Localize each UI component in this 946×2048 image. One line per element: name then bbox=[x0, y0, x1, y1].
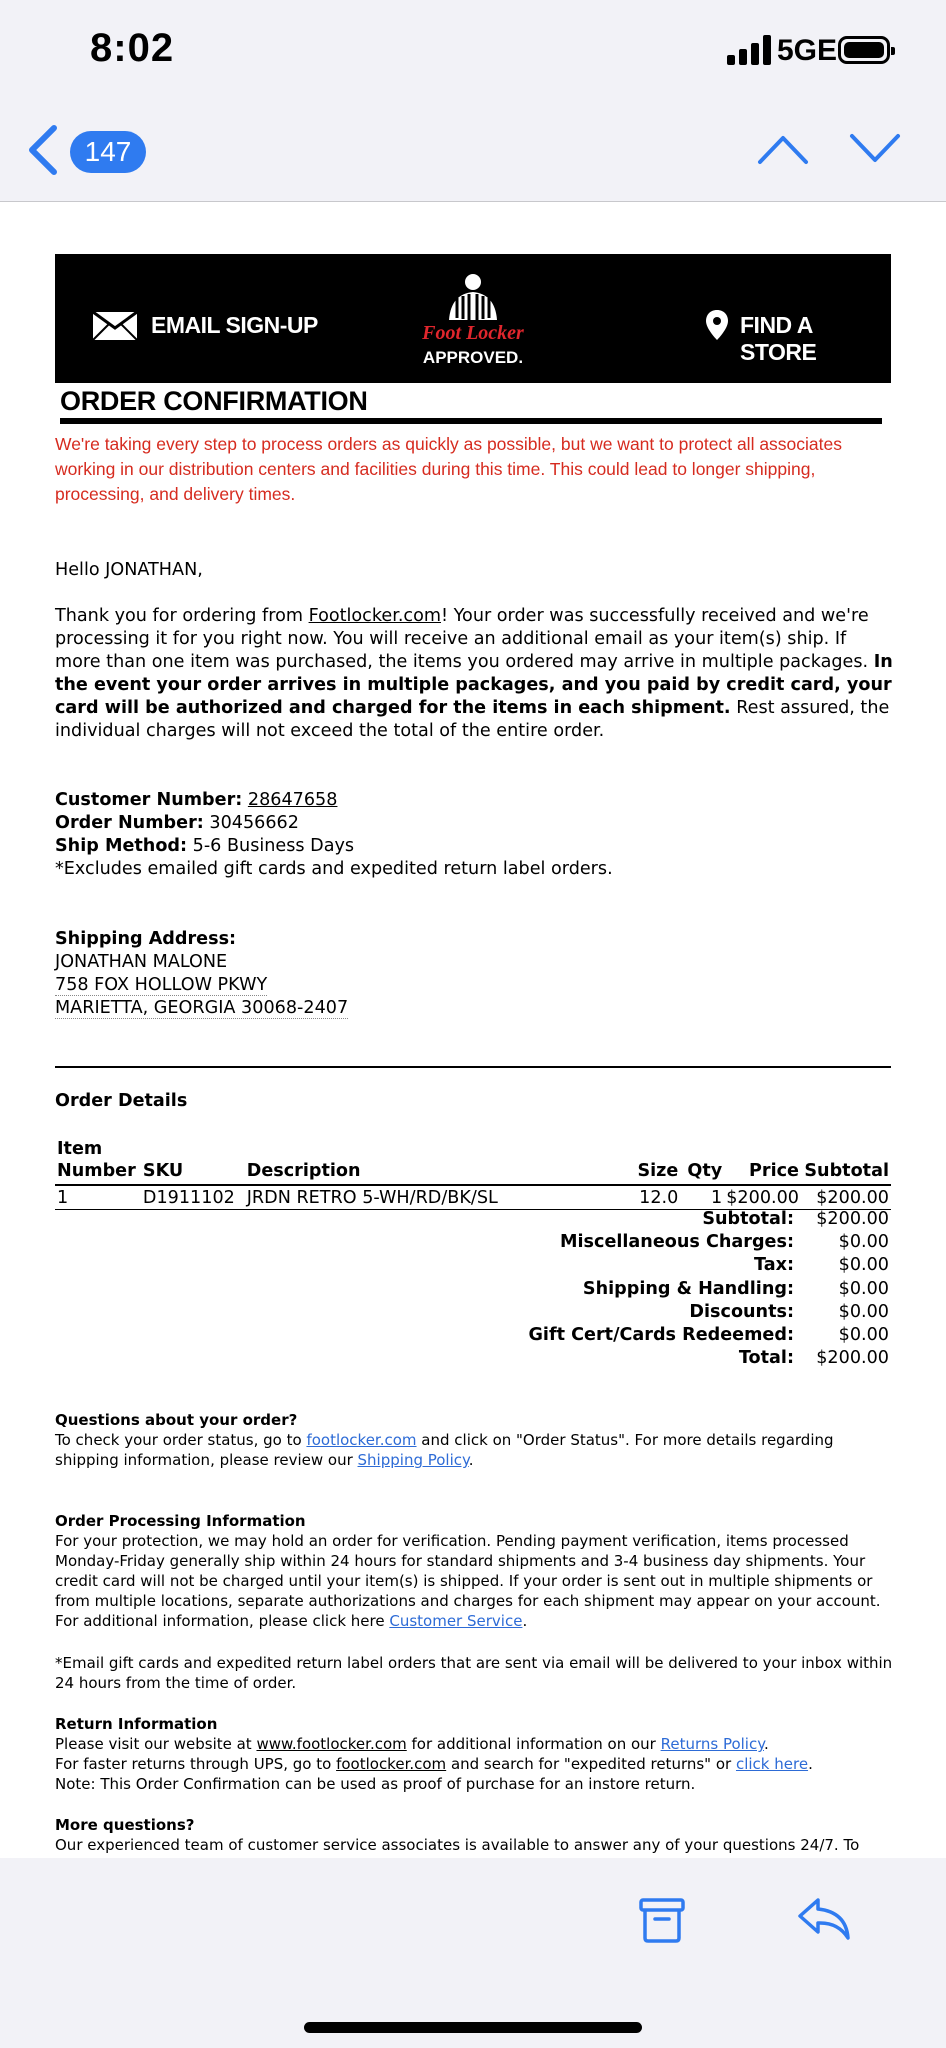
instore-return-note: Note: This Order Confirmation can be used as proof of purchase for an instore return. bbox=[55, 1775, 696, 1793]
section-divider bbox=[55, 1066, 891, 1068]
order-totals bbox=[55, 1208, 891, 1370]
location-pin-icon[interactable] bbox=[705, 309, 729, 341]
item-subtotal: $200.00 bbox=[816, 1188, 889, 1208]
questions-text: and click on "Order Status". For more details regarding shipping information, please review our bbox=[55, 1431, 834, 1469]
processing-section: Order Processing Information For your protection, we may hold an order for verification. Pending payment verification, items processed Monday-Friday generally ship within 24 hours for standard shipments and 3-4 business day shipments. Your credit card will not be charged until your item(s) is shipped. If your order is sent out in multiple shipments or from multiple locations, separate authorizations and charges for each shipment may appear on your account. For additional information, please click here Customer Service. bbox=[55, 1512, 881, 1630]
email-signup-link[interactable]: EMAIL SIGN-UP bbox=[151, 312, 318, 338]
questions-title: Questions about your order? bbox=[55, 1411, 298, 1429]
back-chevron-icon[interactable] bbox=[24, 122, 64, 178]
processing-title: Order Processing Information bbox=[55, 1512, 306, 1530]
more-questions-title: More questions? bbox=[55, 1816, 195, 1834]
network-type: 5GE bbox=[777, 34, 838, 67]
cellular-signal-icon bbox=[727, 35, 771, 65]
email-body[interactable] bbox=[0, 202, 946, 1858]
item-description: JRDN RETRO 5-WH/RD/BK/SL bbox=[246, 1188, 498, 1208]
item-qty: 1 bbox=[711, 1188, 723, 1208]
footlocker-link[interactable]: Footlocker.com bbox=[308, 606, 441, 626]
address-name: JONATHAN MALONE bbox=[55, 952, 228, 972]
mail-nav-bar bbox=[0, 100, 946, 202]
total-row-giftcards: Gift Cert/Cards Redeemed: $0.00 bbox=[528, 1324, 889, 1345]
brand-tagline: APPROVED. bbox=[422, 348, 524, 367]
intro-paragraph bbox=[55, 605, 895, 743]
col-sku: SKU bbox=[142, 1161, 184, 1181]
bottom-toolbar bbox=[0, 1858, 946, 2048]
order-info bbox=[55, 789, 895, 881]
archive-icon[interactable] bbox=[638, 1896, 686, 1944]
total-row-tax: Tax: $0.00 bbox=[754, 1255, 889, 1276]
more-questions-text: Our experienced team of customer service associates is available to answer any of your questions 24/7. To bbox=[55, 1836, 860, 1854]
order-confirmation-title: ORDER CONFIRMATION bbox=[60, 386, 368, 416]
total-row-total: Total: $200.00 bbox=[738, 1348, 889, 1369]
col-price: Price bbox=[749, 1161, 799, 1181]
item-size: 12.0 bbox=[639, 1188, 679, 1208]
footlocker-banner bbox=[55, 254, 891, 383]
total-row-subtotal: Subtotal: $200.00 bbox=[702, 1209, 889, 1229]
col-subtotal: Subtotal bbox=[804, 1161, 889, 1181]
footlocker-status-link[interactable]: footlocker.com bbox=[306, 1431, 417, 1449]
order-number-label: Order Number: bbox=[55, 813, 204, 833]
find-store-link[interactable]: FIND A STORE bbox=[740, 312, 817, 365]
item-sku: D1911102 bbox=[142, 1188, 235, 1208]
table-row bbox=[55, 1185, 891, 1210]
col-item-number: Item Number bbox=[57, 1139, 136, 1181]
shipping-address-label: Shipping Address: bbox=[55, 929, 237, 949]
customer-number-label: Customer Number: bbox=[55, 790, 243, 810]
intro-text: Thank you for ordering from bbox=[55, 606, 309, 626]
unread-count-badge[interactable]: 147 bbox=[70, 131, 146, 173]
processing-text: For your protection, we may hold an order for verification. Pending payment verification, items processed Monday-Friday generally ship within 24 hours for standard shipments and 3-4 business day shipments. Your credit card will not be charged until your item(s) is shipped. If your order is sent out in multiple shipments or from multiple locations, separate authorizations and charges for each shipment may appear on your account. For additional information, please click here bbox=[55, 1532, 881, 1630]
click-here-link[interactable]: click here bbox=[735, 1755, 809, 1773]
footlocker-logo[interactable] bbox=[415, 272, 531, 372]
footlocker-returns-link[interactable]: footlocker.com bbox=[336, 1755, 447, 1773]
total-row-discounts: Discounts: $0.00 bbox=[689, 1301, 889, 1322]
item-price: $200.00 bbox=[726, 1188, 799, 1208]
brand-name: Foot Locker bbox=[422, 322, 524, 344]
item-number: 1 bbox=[57, 1188, 69, 1208]
address-city[interactable]: MARIETTA, GEORGIA 30068-2407 bbox=[55, 998, 349, 1018]
reply-icon[interactable] bbox=[796, 1896, 852, 1942]
address-street[interactable]: 758 FOX HOLLOW PKWY bbox=[55, 975, 268, 995]
return-title: Return Information bbox=[55, 1715, 218, 1733]
excludes-note: *Excludes emailed gift cards and expedited return label orders. bbox=[55, 859, 613, 879]
intro-text: Rest assured, the individual charges will not exceed the total of the entire order. bbox=[55, 698, 890, 741]
intro-bold-text: In the event your order arrives in multiple packages, and you paid by credit card, your card will be authorized and charged for the items in each shipment. bbox=[55, 652, 893, 718]
shipping-policy-link[interactable]: Shipping Policy bbox=[357, 1451, 469, 1469]
customer-service-link[interactable]: Customer Service bbox=[389, 1612, 523, 1630]
ship-method: 5-6 Business Days bbox=[192, 836, 355, 856]
questions-text: To check your order status, go to bbox=[55, 1431, 307, 1449]
returns-policy-link[interactable]: Returns Policy bbox=[660, 1735, 764, 1753]
col-size: Size bbox=[637, 1161, 679, 1181]
questions-section: Questions about your order? To check your order status, go to footlocker.com and click on "Order Status". For more details regarding shipping information, please review our Shipping Policy. bbox=[55, 1411, 834, 1469]
greeting: Hello JONATHAN, bbox=[55, 560, 203, 580]
title-divider bbox=[60, 418, 882, 424]
col-qty: Qty bbox=[687, 1161, 723, 1181]
envelope-icon[interactable] bbox=[92, 311, 138, 341]
return-section: Return Information Please visit our website at www.footlocker.com for additional information on our Returns Policy. For faster returns through UPS, go to footlocker.com and search for "expedited returns" or click here. Note: This Order Confirmation can be used as proof of purchase for an instore return. bbox=[55, 1715, 813, 1793]
ship-method-label: Ship Method: bbox=[55, 836, 188, 856]
referee-logo-icon bbox=[443, 272, 503, 324]
shipping-address bbox=[55, 928, 895, 1020]
status-time: 8:02 bbox=[90, 26, 175, 70]
shipping-delay-notice: We're taking every step to process orders as quickly as possible, but we want to protect all associates working in our distribution centers and facilities during this time. This could lead to longer shipping, processing, and delivery times. bbox=[55, 434, 843, 504]
order-details-title: Order Details bbox=[55, 1091, 188, 1111]
footlocker-website-link[interactable]: www.footlocker.com bbox=[256, 1735, 407, 1753]
home-indicator[interactable] bbox=[304, 2022, 642, 2033]
order-number: 30456662 bbox=[209, 813, 299, 833]
total-row-shipping: Shipping & Handling: $0.00 bbox=[582, 1278, 889, 1299]
intro-text: ! Your order was successfully received and we're processing it for you right now. You will receive an additional email as your item(s) ship. If more than one item was purchased, the items you ordered may arrive in multiple packages. bbox=[55, 606, 874, 672]
total-row-misc: Miscellaneous Charges: $0.00 bbox=[560, 1232, 889, 1253]
previous-message-icon[interactable] bbox=[756, 132, 810, 166]
next-message-icon[interactable] bbox=[848, 132, 902, 166]
customer-number[interactable]: 28647658 bbox=[247, 790, 338, 810]
gift-card-note: *Email gift cards and expedited return label orders that are sent via email will be delivered to your inbox within 24 hours from the time of order. bbox=[55, 1654, 893, 1692]
battery-icon bbox=[838, 36, 890, 64]
col-description: Description bbox=[246, 1161, 361, 1181]
order-items-table bbox=[55, 1138, 891, 1210]
status-bar bbox=[0, 0, 946, 100]
